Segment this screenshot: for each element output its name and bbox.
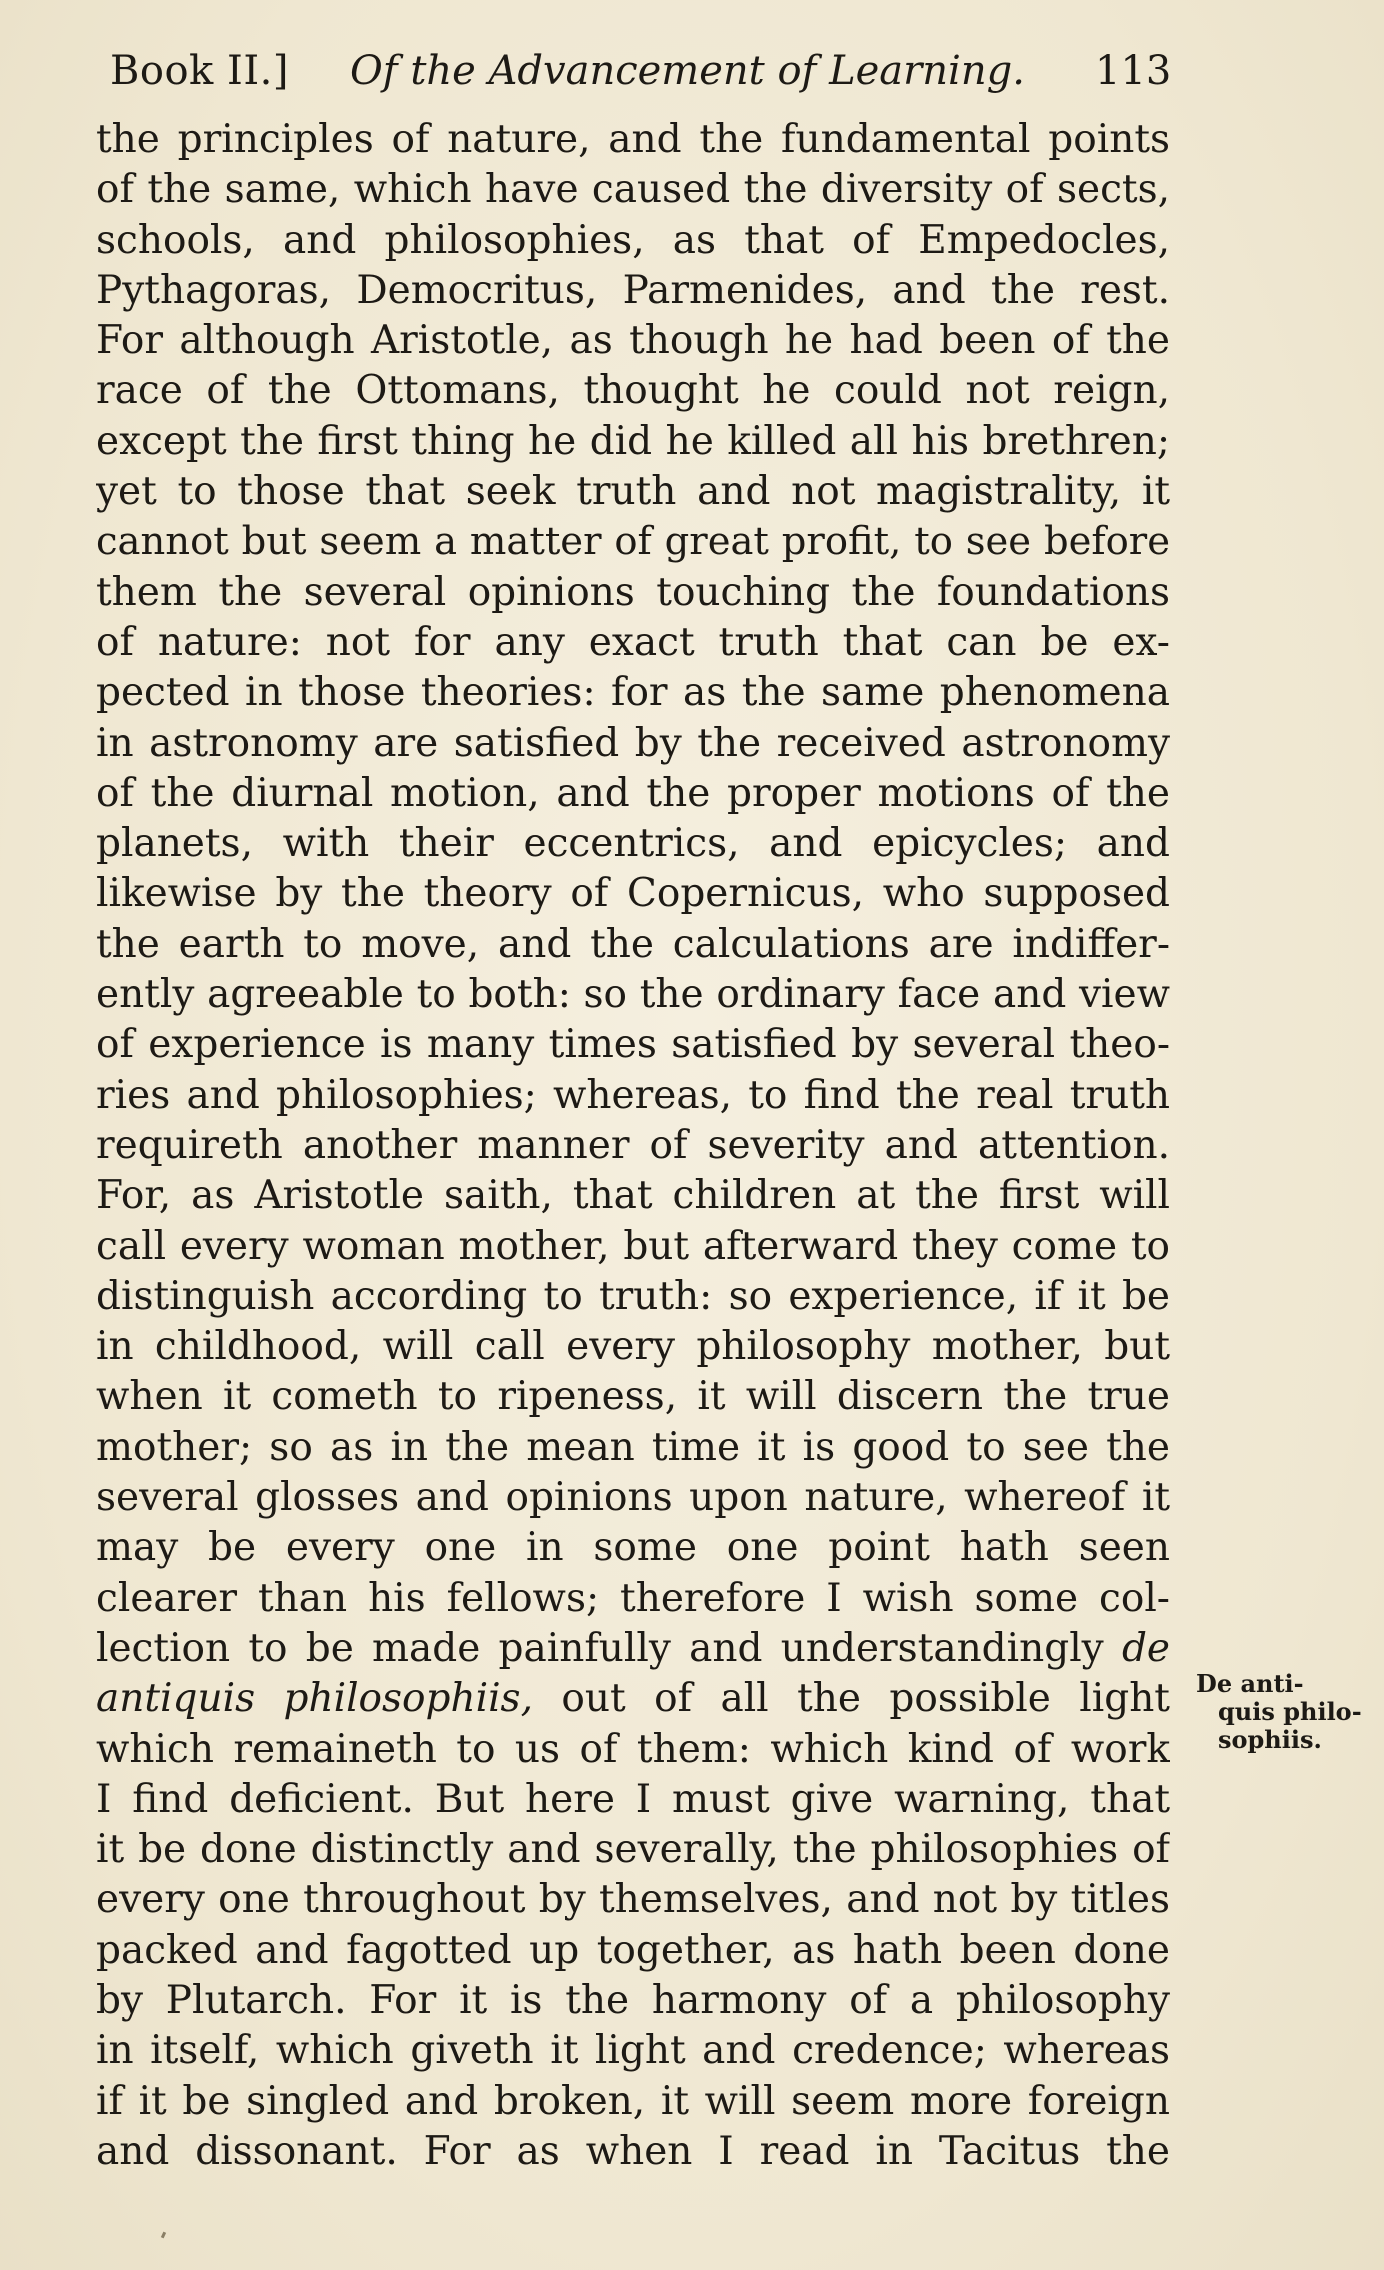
line-31-italic: de [1121, 1625, 1170, 1671]
marginal-note-line: De anti- [1196, 1669, 1304, 1698]
text-line: of experience is many times satisfied by several theo- [96, 1022, 1170, 1068]
text-line: by Plutarch. For it is the harmony of a philosophy [96, 1977, 1170, 2023]
text-line: packed and fagotted up together, as hath been done [96, 1927, 1170, 1973]
marginal-note-line: quis philo- [1218, 1697, 1362, 1726]
line-32-roman: out of all the possible light [532, 1676, 1170, 1722]
header-title: Of the Advancement of Learning. [350, 48, 1025, 94]
running-header [110, 38, 1170, 104]
header-book-label: Book II.] [110, 48, 289, 94]
text-line: requireth another manner of severity and attention. [96, 1122, 1170, 1168]
text-line: yet to those that seek truth and not magistrality, it [96, 469, 1170, 515]
text-line: except the first thing he did he killed all his brethren; [96, 418, 1170, 464]
text-line: call every woman mother, but afterward they come to [96, 1223, 1170, 1269]
text-line: every one throughout by themselves, and not by titles [96, 1877, 1170, 1923]
text-line: mother; so as in the mean time it is good to see the [96, 1424, 1170, 1470]
text-line: ently agreeable to both: so the ordinary face and view [96, 972, 1170, 1018]
text-line [96, 1674, 1170, 1724]
body-text [96, 115, 1170, 2177]
text-line: likewise by the theory of Copernicus, who supposed [96, 871, 1170, 917]
text-line: race of the Ottomans, thought he could not reign, [96, 368, 1170, 414]
text-line: when it cometh to ripeness, it will discern the true [96, 1374, 1170, 1420]
text-line: schools, and philosophies, as that of Empedocles, [96, 217, 1170, 263]
text-line: in childhood, will call every philosophy mother, but [96, 1324, 1170, 1370]
text-line: Pythagoras, Democritus, Parmenides, and the rest. [96, 267, 1170, 313]
text-line: the earth to move, and the calculations are indiffer- [96, 921, 1170, 967]
paper-speck [161, 2232, 166, 2239]
text-line: of the same, which have caused the diversity of sects, [96, 167, 1170, 213]
page-number: 113 [1095, 48, 1172, 94]
marginal-note-line: sophiis. [1218, 1725, 1322, 1754]
text-line: I find deficient. But here I must give warning, that [96, 1776, 1170, 1822]
text-line: which remaineth to us of them: which kind of work [96, 1726, 1170, 1772]
text-line: in itself, which giveth it light and credence; whereas [96, 2028, 1170, 2074]
line-32-italic: antiquis philosophiis, [96, 1676, 533, 1722]
marginal-note [1196, 1669, 1362, 1754]
text-line: For although Aristotle, as though he had been of the [96, 318, 1170, 364]
text-line: and dissonant. For as when I read in Tacitus the [96, 2128, 1170, 2174]
text-line: in astronomy are satisfied by the received astronomy [96, 720, 1170, 766]
text-line: cannot but seem a matter of great profit, to see before [96, 519, 1170, 565]
text-line: of the diurnal motion, and the proper motions of the [96, 770, 1170, 816]
line-31-roman: lection to be made painfully and understandingly [96, 1625, 1122, 1671]
text-line: it be done distinctly and severally, the philosophies of [96, 1827, 1170, 1873]
text-line: planets, with their eccentrics, and epicycles; and [96, 821, 1170, 867]
text-line: them the several opinions touching the foundations [96, 569, 1170, 615]
text-line: pected in those theories: for as the same phenomena [96, 670, 1170, 716]
text-line: several glosses and opinions upon nature, whereof it [96, 1475, 1170, 1521]
text-line [96, 1624, 1170, 1674]
text-line: the principles of nature, and the fundamental points [96, 117, 1170, 162]
text-line: clearer than his fellows; therefore I wish some col- [96, 1575, 1170, 1621]
text-line: distinguish according to truth: so experience, if it be [96, 1273, 1170, 1319]
text-line: may be every one in some one point hath seen [96, 1525, 1170, 1571]
text-line: For, as Aristotle saith, that children at the first will [96, 1173, 1170, 1219]
text-line: if it be singled and broken, it will seem more foreign [96, 2078, 1170, 2124]
text-line: ries and philosophies; whereas, to find the real truth [96, 1072, 1170, 1118]
text-line: of nature: not for any exact truth that can be ex- [96, 619, 1170, 665]
